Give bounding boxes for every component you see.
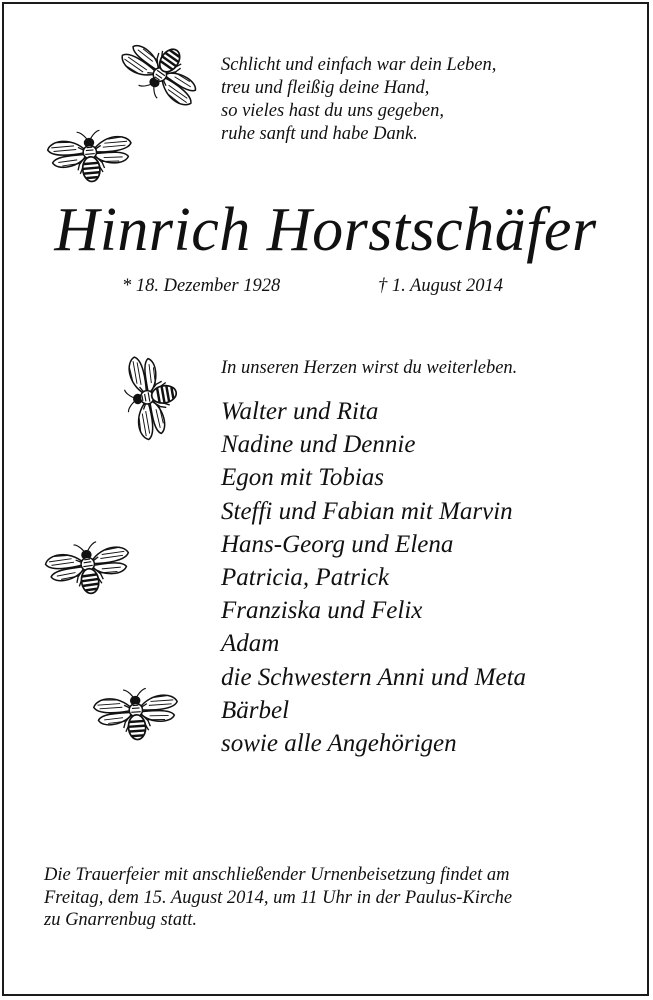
mourner-line: Patricia, Patrick <box>221 564 390 592</box>
poem-line: treu und fleißig deine Hand, <box>221 78 430 98</box>
funeral-line: Die Trauerfeier mit anschließender Urnenbeisetzung findet am <box>44 865 510 885</box>
bee-icon <box>42 114 138 194</box>
mourner-line: Steffi und Fabian mit Marvin <box>221 497 513 525</box>
obituary-notice <box>2 2 649 996</box>
death-date: † 1. August 2014 <box>378 276 504 296</box>
mourner-line: Adam <box>221 630 280 658</box>
poem <box>221 54 496 146</box>
mourner-line: Nadine und Dennie <box>221 431 416 459</box>
funeral-announcement <box>44 864 624 932</box>
mourners-list <box>221 395 526 760</box>
bee-icon <box>104 352 194 442</box>
poem-line: so vieles hast du uns gegeben, <box>221 101 444 121</box>
mourner-line: Bärbel <box>221 696 290 724</box>
bee-icon <box>116 28 206 118</box>
mourner-line: Walter und Rita <box>221 398 379 425</box>
mourner-line: Egon mit Tobias <box>221 464 385 492</box>
funeral-line: Freitag, dem 15. August 2014, um 11 Uhr in der Paulus-Kirche <box>44 887 513 908</box>
deceased-name: Hinrich Horstschäfer <box>54 196 597 264</box>
poem-line: Schlicht und einfach war dein Leben, <box>221 55 497 75</box>
poem-line: ruhe sanft und habe Dank. <box>221 124 418 144</box>
bee-icon <box>88 672 184 752</box>
motto: In unseren Herzen wirst du weiterleben. <box>221 358 518 378</box>
mourner-line: die Schwestern Anni und Meta <box>221 663 527 691</box>
birth-date: * 18. Dezember 1928 <box>122 276 281 296</box>
bee-icon <box>40 526 136 606</box>
funeral-line: zu Gnarrenbug statt. <box>44 910 197 930</box>
mourner-line: sowie alle Angehörigen <box>221 730 457 758</box>
mourner-line: Franziska und Felix <box>221 597 423 625</box>
mourner-line: Hans-Georg und Elena <box>221 530 454 558</box>
